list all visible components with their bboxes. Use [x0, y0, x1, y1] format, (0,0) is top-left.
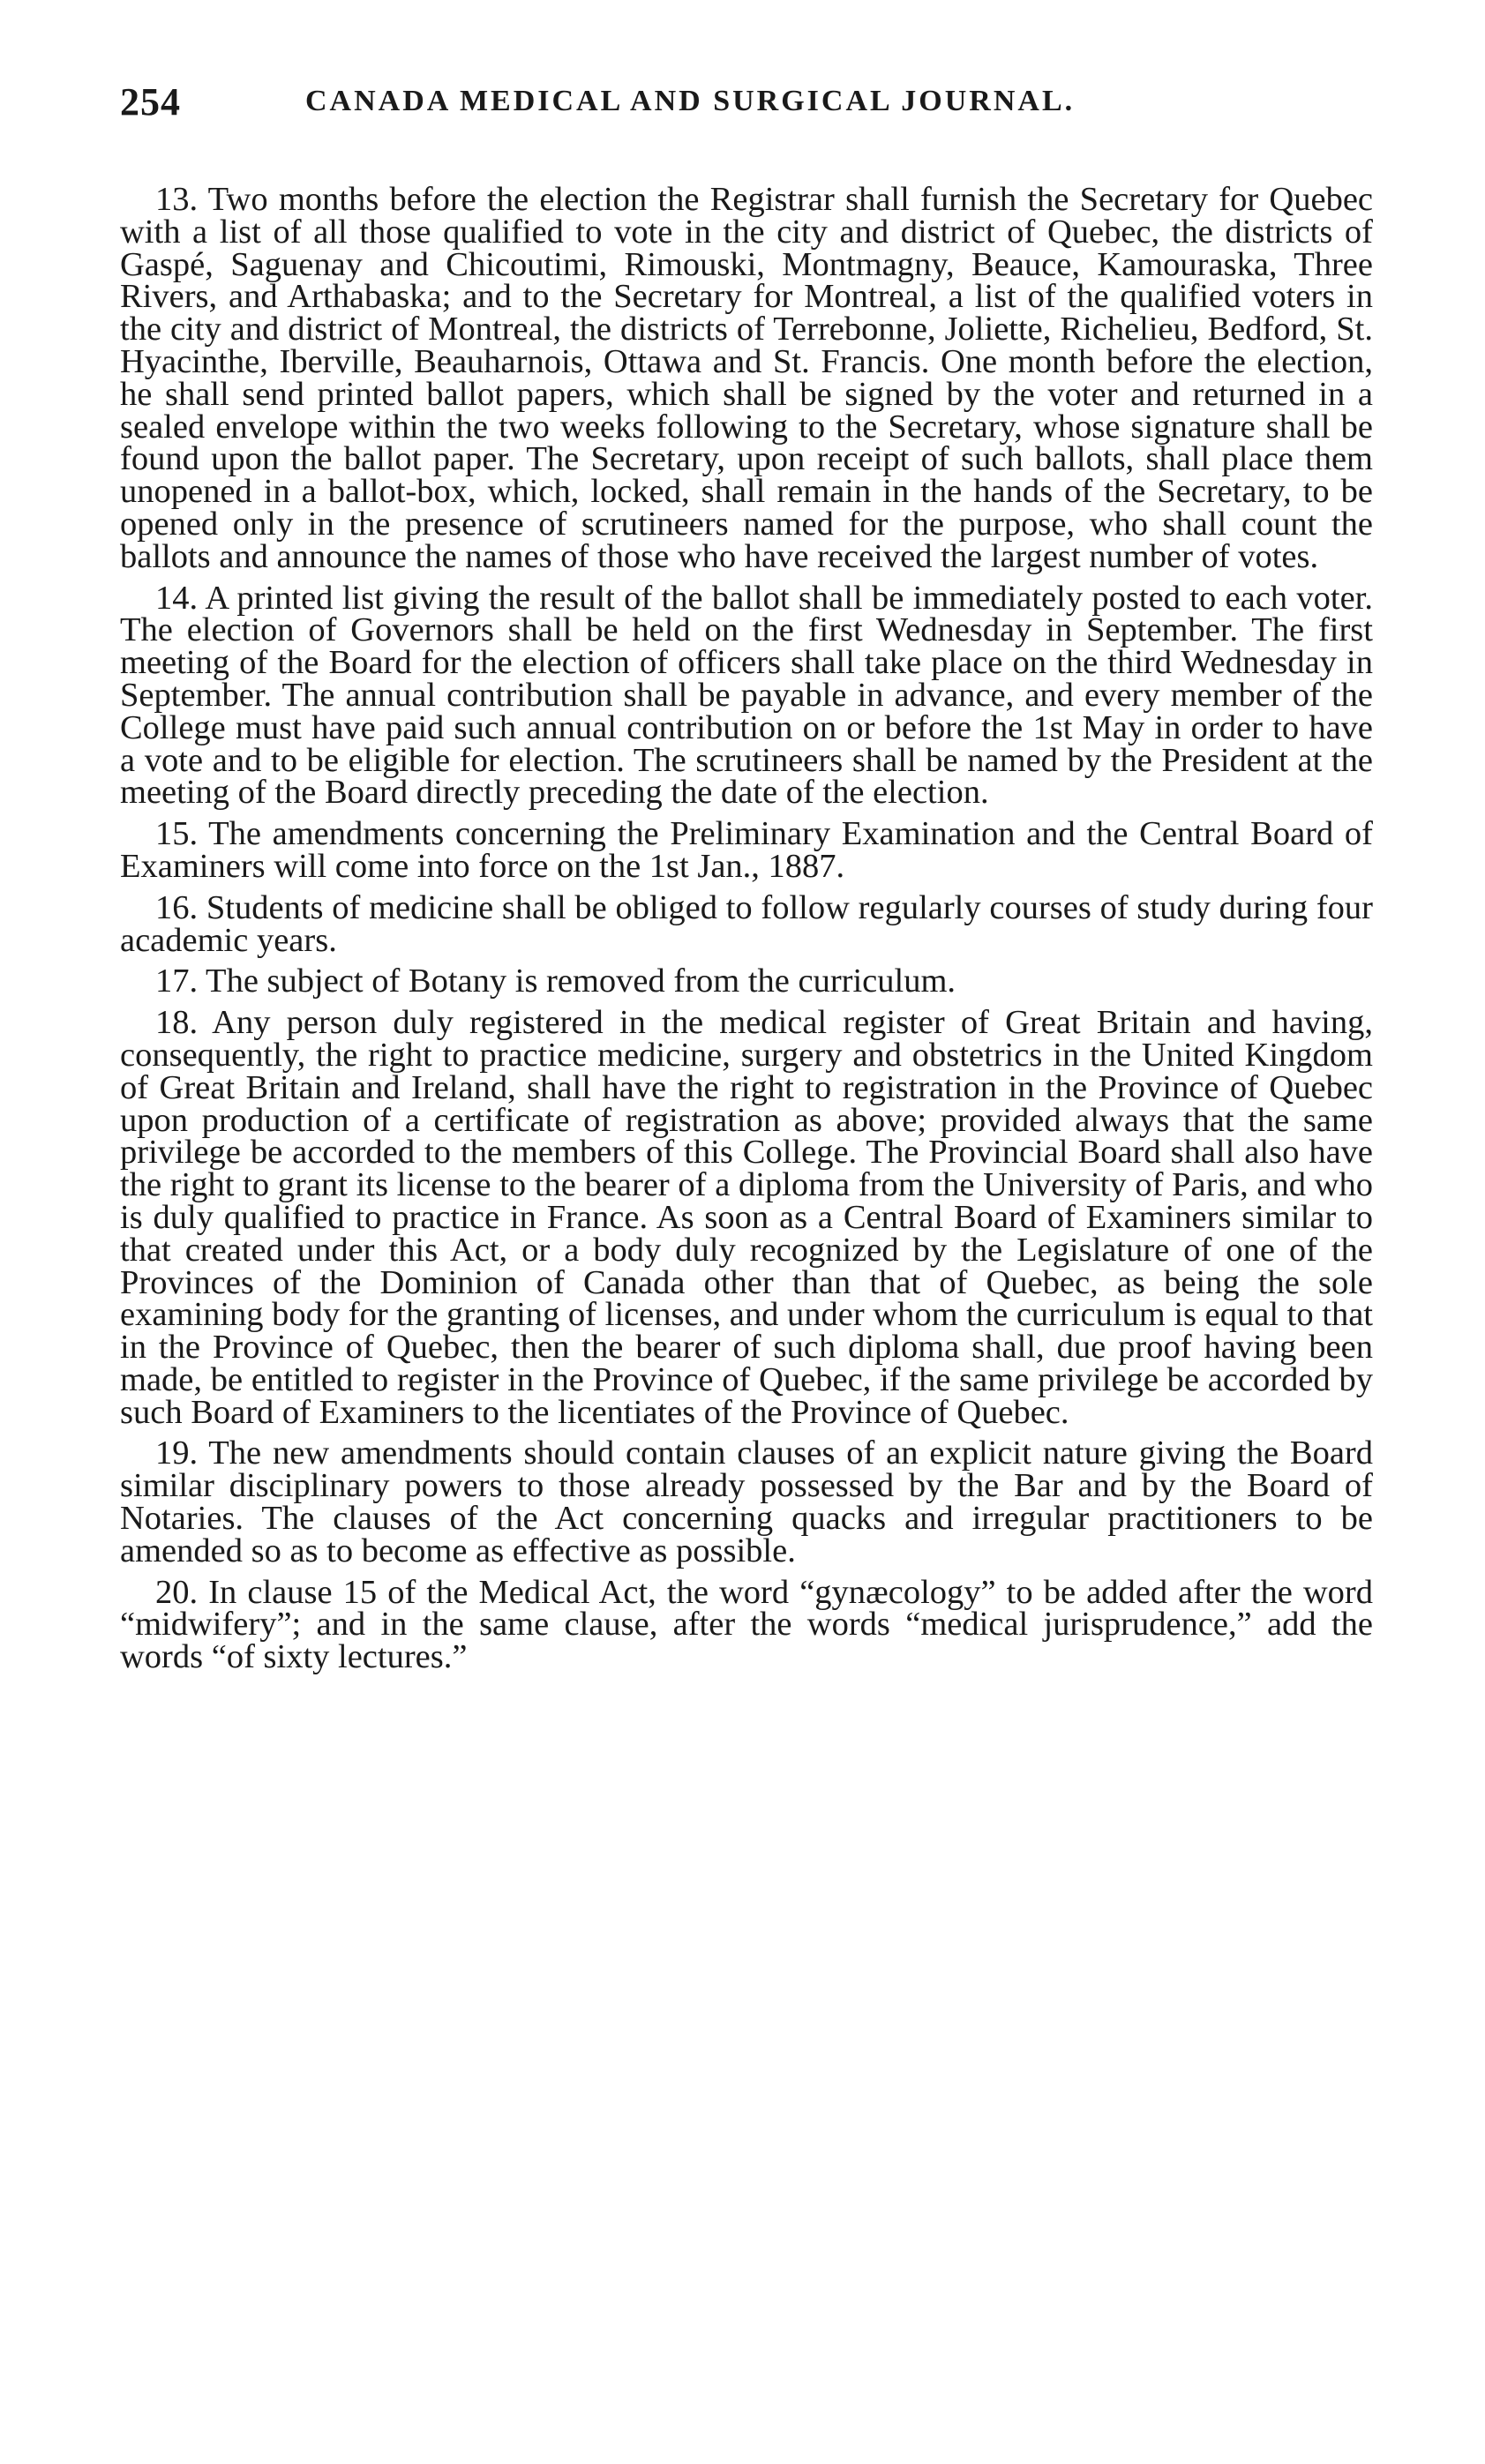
paragraph-15: 15. The amendments concerning the Preliminary Examination and the Central Board of Examiners will come into force on the 1st Jan., 1887. — [120, 815, 1373, 885]
paragraph-18: 18. Any person duly registered in the medical register of Great Britain and having, consequently, the right to practice medicine, surgery and obstetrics in the United Kingdom of Great Britain and Ireland, shall have the right to registration in the Province of Quebec upon production of a certificate of registration as above; provided always that the same privilege be accorded to the members of this College. The Provincial Board shall also have the right to grant its license to the bearer of a diploma from the University of Paris, and who is duly qualified to practice in France. As soon as a Central Board of Examiners similar to that created under this Act, or a body duly recognized by the Legislature of one of the Provinces of the Dominion of Canada other than that of Quebec, as being the sole examining body for the granting of licenses, and under whom the curriculum is equal to that in the Province of Quebec, then the bearer of such diploma shall, due proof having been made, be entitled to register in the Province of Quebec, if the same privilege be accorded by such Board of Examiners to the licentiates of the Province of Quebec. — [120, 1004, 1373, 1431]
page-number: 254 — [120, 80, 181, 124]
journal-page — [120, 79, 1373, 1682]
paragraph-17: 17. The subject of Botany is removed from the curriculum. — [155, 962, 956, 1000]
paragraph-16: 16. Students of medicine shall be obliged to follow regularly courses of study during four academic years. — [120, 888, 1373, 959]
journal-title: CANADA MEDICAL AND SURGICAL JOURNAL. — [305, 85, 1076, 117]
paragraph-19: 19. The new amendments should contain clauses of an explicit nature giving the Board similar disciplinary powers to those already possessed by the Bar and by the Board of Notaries. The clauses of the Act concerning quacks and irregular practitioners to be amended so as to become as effective as possible. — [120, 1434, 1373, 1569]
paragraph-20: 20. In clause 15 of the Medical Act, the word “gynæcology” to be added after the word “midwifery”; and in the same clause, after the words “medical jurisprudence,” add the words “of sixty lectures.” — [120, 1573, 1373, 1676]
running-head — [120, 79, 1373, 132]
paragraph-13: 13. Two months before the election the Registrar shall furnish the Secretary for Quebec with a list of all those qualified to vote in the city and district of Quebec, the districts of Gaspé, Saguenay and Chicoutimi, Rimouski, Montmagny, Beauce, Kamouraska, Three Rivers, and Arthabaska; and to the Secretary for Montreal, a list of the qualified voters in the city and district of Montreal, the districts of Terrebonne, Joliette, Richelieu, Bedford, St. Hyacinthe, Iberville, Beauharnois, Ottawa and St. Francis. One month before the election, he shall send printed ballot papers, which shall be signed by the voter and returned in a sealed envelope within the two weeks following to the Secretary, whose signature shall be found upon the ballot paper. The Secretary, upon receipt of such ballots, shall place them unopened in a ballot-box, which, locked, shall remain in the hands of the Secretary, to be opened only in the presence of scrutineers named for the purpose, who shall count the ballots and announce the names of those who have received the largest number of votes. — [120, 181, 1373, 575]
paragraph-14: 14. A printed list giving the result of the ballot shall be immediately posted to each voter. The election of Governors shall be held on the first Wednesday in September. The first meeting of the Board for the election of officers shall take place on the third Wednesday in September. The annual contribution shall be payable in advance, and every member of the College must have paid such annual contribution on or before the 1st May in order to have a vote and to be eligible for election. The scrutineers shall be named by the President at the meeting of the Board directly preceding the date of the election. — [120, 579, 1373, 812]
